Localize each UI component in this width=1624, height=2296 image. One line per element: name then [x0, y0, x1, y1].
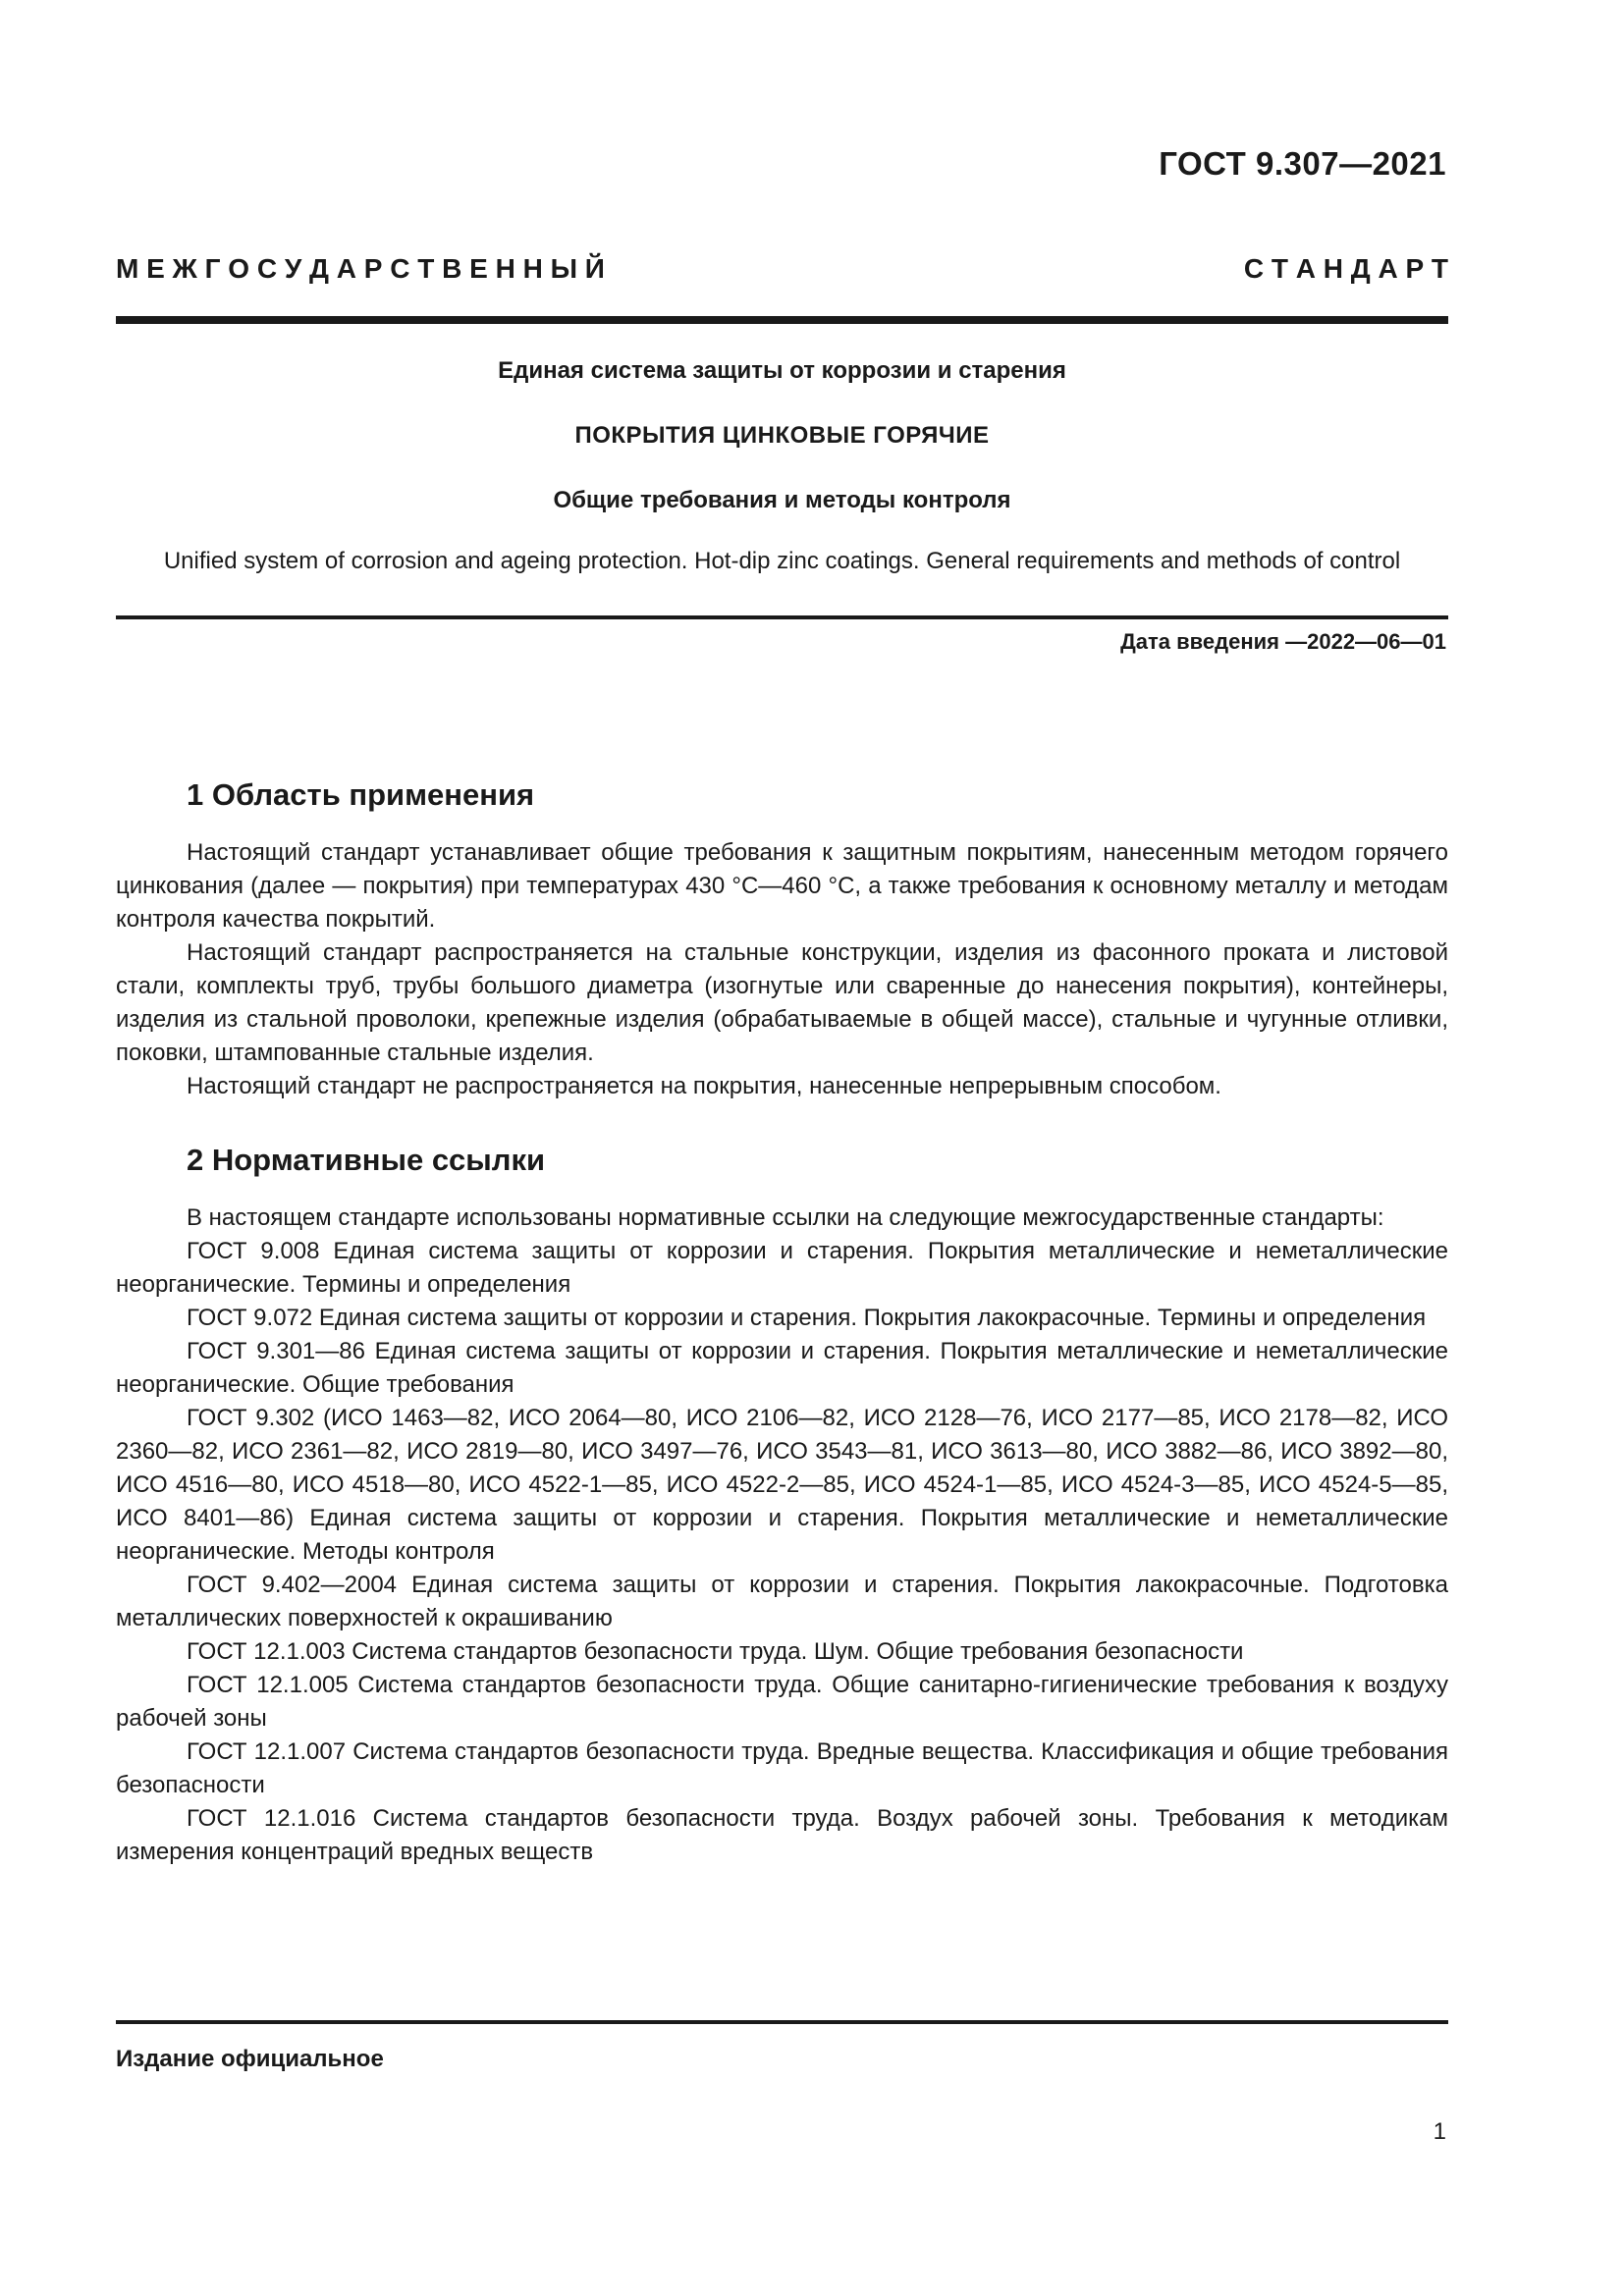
- title-divider: [116, 615, 1448, 619]
- reference-item: ГОСТ 9.008 Единая система защиты от коррозии и старения. Покрытия металлические и неметаллические неорганические. Термины и определения: [116, 1238, 1448, 1298]
- banner-word-standard: С Т А Н Д А Р Т: [1243, 253, 1448, 284]
- paragraph: Настоящий стандарт устанавливает общие требования к защитным покрытиям, нанесенным методом горячего цинкования (далее — покрытия) при температурах 430 °С—460 °С, а также требования к основному металлу и методам контроля качества покрытий.: [116, 839, 1448, 933]
- reference-item: ГОСТ 9.302 (ИСО 1463—82, ИСО 2064—80, ИСО 2106—82, ИСО 2128—76, ИСО 2177—85, ИСО 2178—82, ИСО 2360—82, ИСО 2361—82, ИСО 2819—80, ИСО 3497—76, ИСО 3543—81, ИСО 3613—80, ИСО 3882—86, ИСО 3892—80, ИСО 4516—80, ИСО 4518—80, ИСО 4522-1—85, ИСО 4522-2—85, ИСО 4524-1—85, ИСО 4524-3—85, ИСО 4524-5—85, ИСО 8401—86) Единая система защиты от коррозии и старения. Покрытия металлические и неметаллические неорганические. Методы контроля: [116, 1405, 1448, 1565]
- system-title: Единая система защиты от коррозии и старения: [498, 357, 1066, 384]
- main-title: ПОКРЫТИЯ ЦИНКОВЫЕ ГОРЯЧИЕ: [574, 422, 990, 449]
- english-title: Unified system of corrosion and ageing protection. Hot-dip zinc coatings. General requirements and methods of control: [163, 548, 1401, 574]
- section-1-heading: 1 Область применения: [187, 777, 535, 812]
- reference-item: ГОСТ 12.1.003 Система стандартов безопасности труда. Шум. Общие требования безопасности: [187, 1638, 1244, 1665]
- introduction-date: Дата введения —2022—06—01: [1120, 629, 1446, 654]
- footer-divider: [116, 2020, 1448, 2024]
- paragraph: В настоящем стандарте использованы нормативные ссылки на следующие межгосударственные стандарты:: [187, 1204, 1384, 1231]
- section-2-heading: 2 Нормативные ссылки: [187, 1143, 546, 1177]
- reference-item: ГОСТ 9.072 Единая система защиты от коррозии и старения. Покрытия лакокрасочные. Термины и определения: [187, 1305, 1427, 1331]
- page-number: 1: [1433, 2118, 1446, 2145]
- document-code: ГОСТ 9.307—2021: [1159, 145, 1446, 182]
- paragraph: Настоящий стандарт распространяется на стальные конструкции, изделия из фасонного проката и листовой стали, комплекты труб, трубы большого диаметра (изогнутые или сваренные до нанесения покрытия), контейнеры, изделия из стальной проволоки, крепежные изделия (обрабатываемые в общей массе), стальные и чугунные отливки, поковки, штампованные стальные изделия.: [116, 939, 1448, 1066]
- section-2-body: [116, 1201, 1448, 1869]
- reference-item: ГОСТ 12.1.016 Система стандартов безопасности труда. Воздух рабочей зоны. Требования к методикам измерения концентраций вредных веществ: [116, 1805, 1448, 1865]
- banner-word-interstate: М Е Ж Г О С У Д А Р С Т В Е Н Н Ы Й: [116, 253, 605, 284]
- reference-item: ГОСТ 12.1.005 Система стандартов безопасности труда. Общие санитарно-гигиенические требования к воздуху рабочей зоны: [116, 1672, 1448, 1732]
- official-edition-label: Издание официальное: [116, 2046, 384, 2072]
- reference-item: ГОСТ 9.301—86 Единая система защиты от коррозии и старения. Покрытия металлические и неметаллические неорганические. Общие требования: [116, 1338, 1448, 1398]
- section-1-body: [116, 836, 1448, 1103]
- standard-type-banner: [116, 251, 1448, 287]
- header-divider: [116, 316, 1448, 324]
- paragraph: Настоящий стандарт не распространяется на покрытия, нанесенные непрерывным способом.: [187, 1073, 1221, 1099]
- reference-item: ГОСТ 9.402—2004 Единая система защиты от коррозии и старения. Покрытия лакокрасочные. Подготовка металлических поверхностей к окрашиванию: [116, 1572, 1448, 1631]
- reference-item: ГОСТ 12.1.007 Система стандартов безопасности труда. Вредные вещества. Классификация и общие требования безопасности: [116, 1738, 1448, 1798]
- subtitle: Общие требования и методы контроля: [553, 487, 1011, 513]
